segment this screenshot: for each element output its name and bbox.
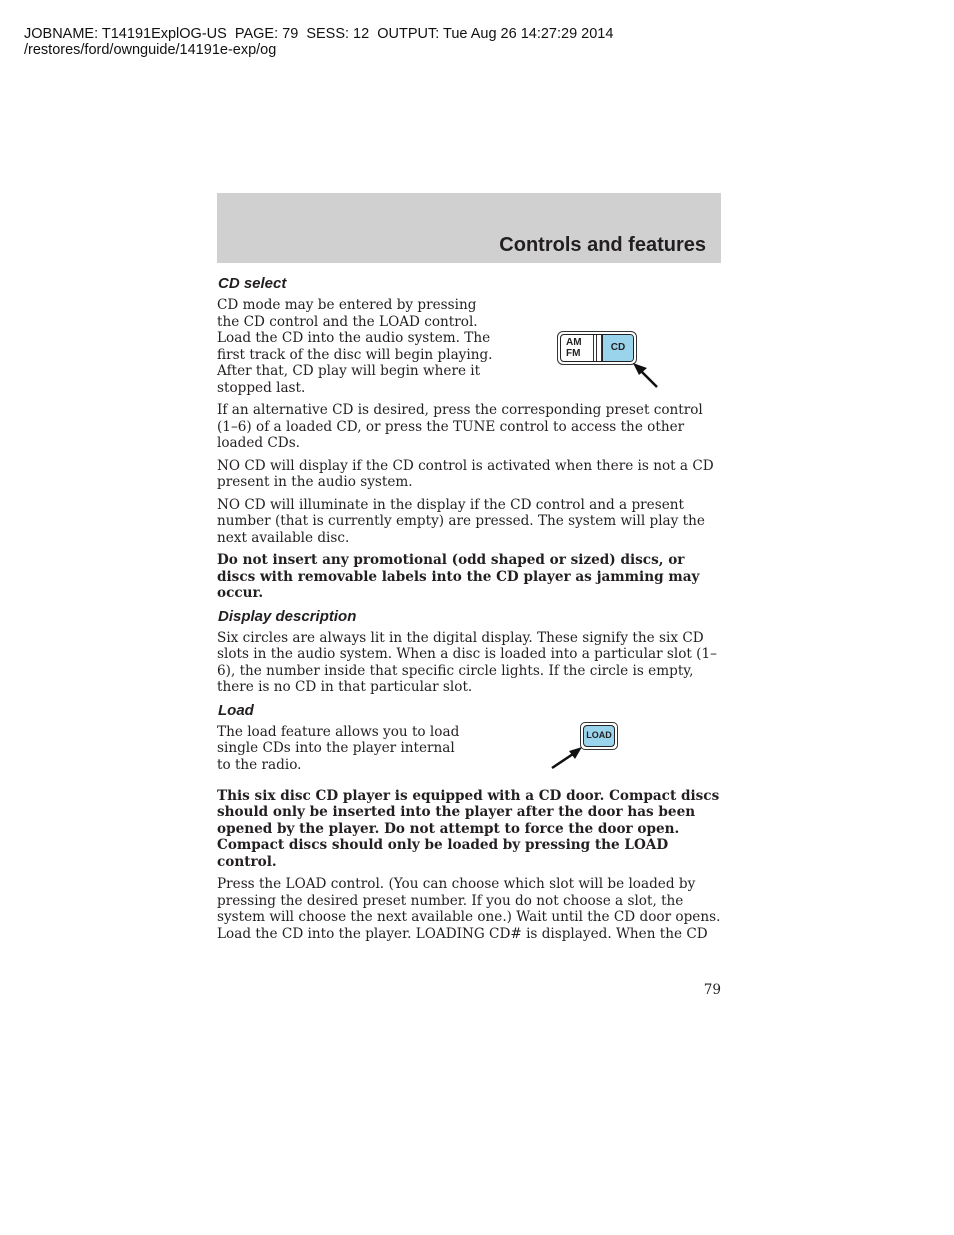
load-button-label: LOAD — [583, 725, 615, 747]
load-button-illustration — [487, 724, 667, 780]
cd-button: CD — [602, 335, 633, 361]
pointer-arrow-icon — [502, 297, 682, 397]
cd-select-intro: CD mode may be entered by pressing the CD control and the LOAD control. Load the CD into the audio system. The first track of the disc will begin playing. After that, CD play will begin where it stopped last. — [217, 297, 493, 396]
section-title: Controls and features — [499, 234, 706, 256]
job-header-line-2: /restores/ford/ownguide/14191e-exp/og — [24, 42, 277, 58]
cd-select-alternative: If an alternative CD is desired, press the corresponding preset control (1–6) of a loaded CD, or press the TUNE control to access the other loaded CDs. — [217, 402, 703, 451]
cd-select-no-cd-display: NO CD will display if the CD control is activated when there is not a CD present in the audio system. — [217, 457, 714, 490]
page-number: 79 — [703, 982, 721, 998]
fm-label: FM — [566, 348, 581, 359]
section-header-band — [217, 193, 721, 263]
cd-select-heading: CD select — [218, 275, 287, 292]
cd-select-warning: Do not insert any promotional (odd shaped or sized) discs, or discs with removable labels into the CD player as jamming may occur. — [217, 552, 700, 601]
cd-select-intro-row — [217, 297, 721, 402]
job-header — [24, 26, 613, 58]
am-label: AM — [566, 337, 582, 348]
cd-button-illustration — [502, 297, 682, 387]
load-intro: The load feature allows you to load single CDs into the player internal to the radio. — [217, 723, 460, 773]
job-header-line-1: JOBNAME: T14191ExplOG-US PAGE: 79 SESS: 12 OUTPUT: Tue Aug 26 14:27:29 2014 — [24, 26, 614, 42]
display-description-heading: Display description — [218, 607, 357, 625]
load-intro-row — [217, 724, 721, 780]
display-description-body: Six circles are always lit in the digital display. These signify the six CD slots in the audio system. When a disc is loaded into a particular slot (1–6), the number inside that specific circle lights. If the circle is empty, there is no CD in that particular slot. — [217, 629, 717, 695]
page-content — [217, 275, 721, 948]
load-warning: This six disc CD player is equipped with a CD door. Compact discs should only be inserted into the player after the door has been opened by the player. Do not attempt to force the door open. Compact discs should only be loaded by pressing the LOAD control. — [217, 787, 720, 870]
pointer-arrow-icon — [487, 724, 667, 780]
load-instructions: Press the LOAD control. (You can choose which slot will be loaded by pressing the desired preset number. If you do not choose a slot, the system will choose the next available one.) Wait until the CD door opens. Load the CD into the player. LOADING CD# is displayed. When the CD — [217, 876, 721, 942]
cd-select-no-cd-illuminate: NO CD will illuminate in the display if the CD control and a present number (that is currently empty) are pressed. The system will play the next available disc. — [217, 496, 705, 546]
load-heading: Load — [218, 701, 254, 719]
